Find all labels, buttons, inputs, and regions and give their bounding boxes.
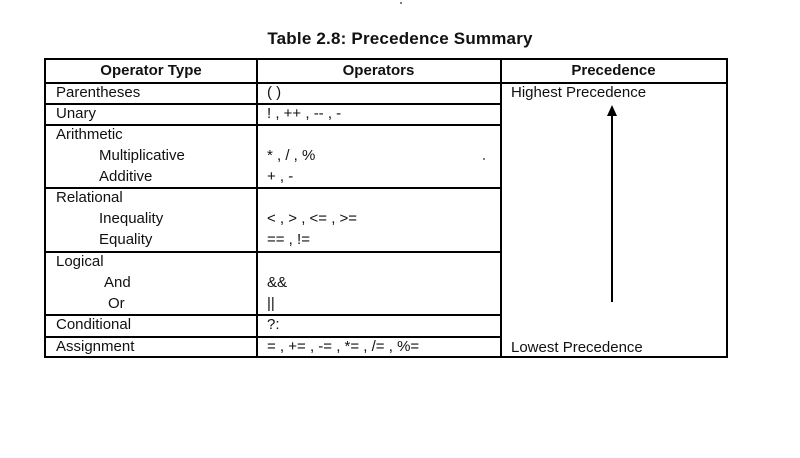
ops-additive: + , - xyxy=(267,168,294,185)
type-conditional: Conditional xyxy=(56,316,132,333)
ops-parentheses: ( ) xyxy=(267,84,282,101)
ops-conditional: ?: xyxy=(267,316,280,333)
ops-equality: == , != xyxy=(267,231,310,248)
scan-speck xyxy=(483,158,485,160)
type-and: And xyxy=(104,274,131,291)
type-relational: Relational xyxy=(56,189,123,206)
ops-unary: ! , ++ , -- , - xyxy=(267,105,342,122)
scan-speck xyxy=(400,2,402,4)
table-title: Table 2.8: Precedence Summary xyxy=(267,29,533,48)
type-equality: Equality xyxy=(99,231,153,248)
type-unary: Unary xyxy=(56,105,97,122)
type-arithmetic: Arithmetic xyxy=(56,126,123,143)
type-additive: Additive xyxy=(99,168,153,185)
header-operators: Operators xyxy=(342,62,415,79)
type-assignment: Assignment xyxy=(56,338,135,355)
ops-multiplicative: * , / , % xyxy=(267,147,316,164)
type-logical: Logical xyxy=(56,253,104,270)
type-parentheses: Parentheses xyxy=(56,84,141,101)
lowest-precedence-label: Lowest Precedence xyxy=(511,339,643,356)
highest-precedence-label: Highest Precedence xyxy=(511,84,647,101)
precedence-table xyxy=(44,58,728,358)
ops-inequality: < , > , <= , >= xyxy=(267,210,358,227)
type-or: Or xyxy=(108,295,125,312)
header-precedence: Precedence xyxy=(571,62,656,79)
ops-and: && xyxy=(267,274,288,291)
header-operator-type: Operator Type xyxy=(100,62,202,79)
type-multiplicative: Multiplicative xyxy=(99,147,185,164)
arrow-shaft xyxy=(611,114,613,302)
ops-or: || xyxy=(267,295,275,312)
ops-assignment: = , += , -= , *= , /= , %= xyxy=(267,338,420,355)
type-inequality: Inequality xyxy=(99,210,164,227)
row-divider xyxy=(46,251,501,253)
